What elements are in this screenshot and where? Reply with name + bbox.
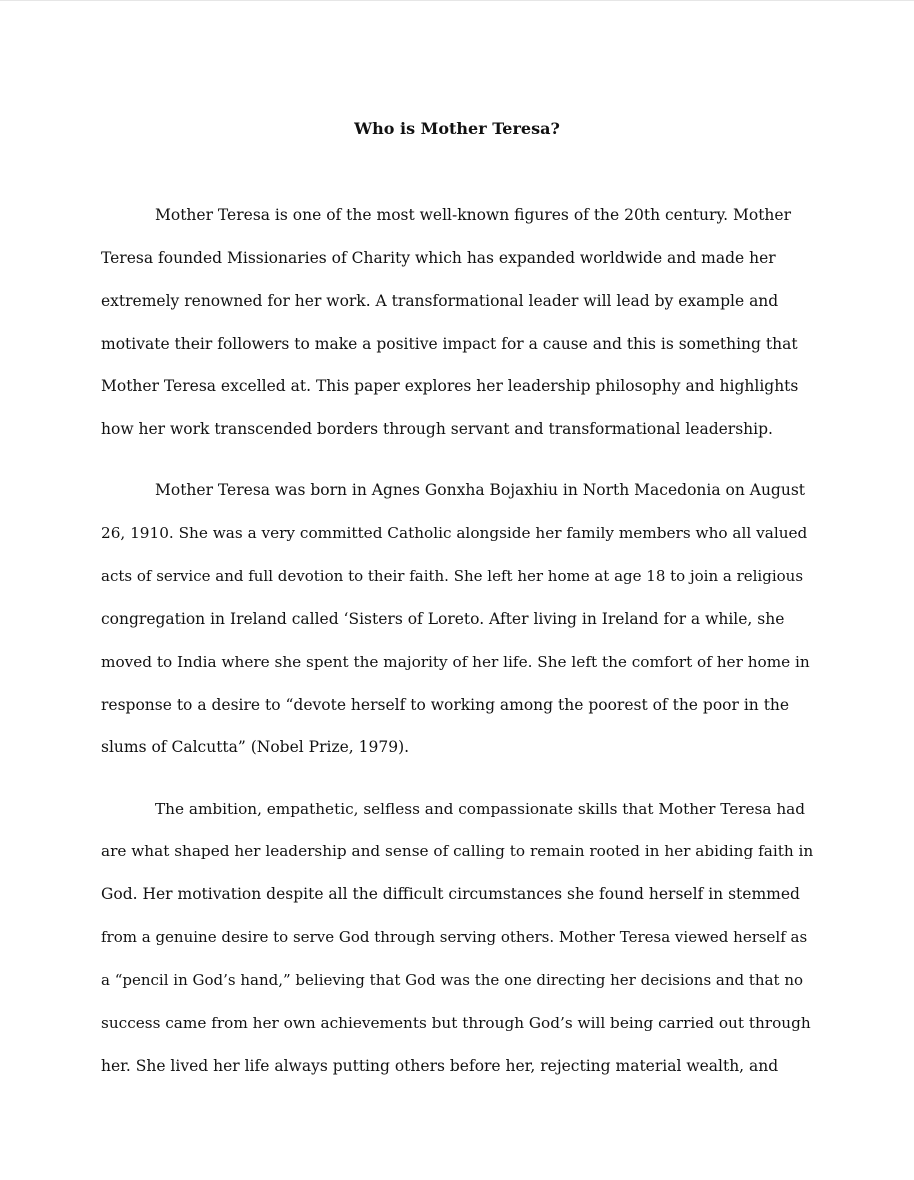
paragraph-3-line-7: her. She lived her life always putting others before her, rejecting material wealth, and <box>101 1057 779 1075</box>
paragraph-3-line-6: success came from her own achievements but through God’s will being carried out through <box>101 1014 811 1032</box>
paragraph-2-line-4: congregation in Ireland called ‘Sisters of Loreto. After living in Ireland for a while, she <box>101 610 785 628</box>
paragraph-1-line-3: extremely renowned for her work. A transformational leader will lead by example and <box>101 292 779 310</box>
paragraph-1-line-1: Mother Teresa is one of the most well-known figures of the 20th century. Mother <box>155 206 791 224</box>
paragraph-3-line-2: are what shaped her leadership and sense of calling to remain rooted in her abiding faith in <box>101 842 814 860</box>
paragraph-3-line-1: The ambition, empathetic, selfless and compassionate skills that Mother Teresa had <box>155 800 805 818</box>
paragraph-2-line-1: Mother Teresa was born in Agnes Gonxha Bojaxhiu in North Macedonia on August <box>155 481 806 499</box>
paragraph-3-line-3: God. Her motivation despite all the difficult circumstances she found herself in stemmed <box>101 885 800 903</box>
paragraph-2-line-2: 26, 1910. She was a very committed Catholic alongside her family members who all valued <box>101 524 808 542</box>
paragraph-3-line-5: a “pencil in God’s hand,” believing that God was the one directing her decisions and that no <box>101 971 804 989</box>
paragraph-1-line-6: how her work transcended borders through servant and transformational leadership. <box>101 420 773 438</box>
paragraph-1-line-2: Teresa founded Missionaries of Charity which has expanded worldwide and made her <box>101 249 776 267</box>
paragraph-1-line-5: Mother Teresa excelled at. This paper explores her leadership philosophy and highlights <box>101 377 799 395</box>
paragraph-1-line-4: motivate their followers to make a positive impact for a cause and this is something that <box>101 335 798 353</box>
document-title: Who is Mother Teresa? <box>354 119 560 138</box>
paragraph-2-line-6: response to a desire to “devote herself to working among the poorest of the poor in the <box>101 696 790 714</box>
paragraph-3-line-4: from a genuine desire to serve God through serving others. Mother Teresa viewed herself as <box>101 928 808 946</box>
paragraph-2-line-7: slums of Calcutta” (Nobel Prize, 1979). <box>101 738 410 756</box>
paragraph-2-line-3: acts of service and full devotion to their faith. She left her home at age 18 to join a religious <box>101 567 804 585</box>
paragraph-2-line-5: moved to India where she spent the majority of her life. She left the comfort of her home in <box>101 653 810 671</box>
